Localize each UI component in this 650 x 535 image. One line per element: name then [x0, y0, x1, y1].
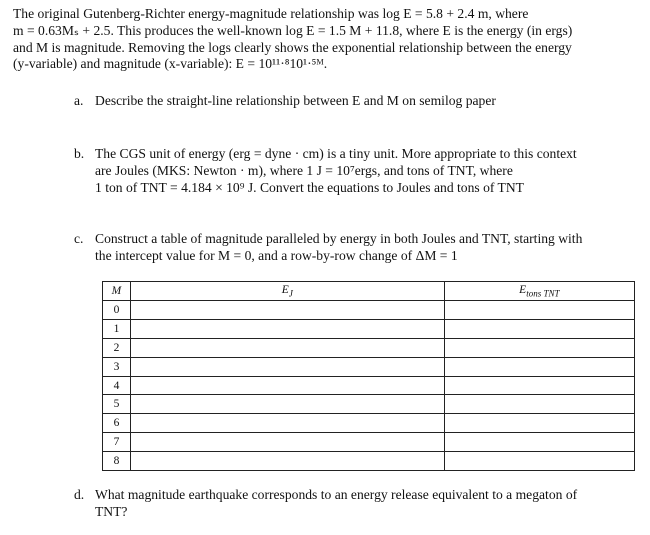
tnt-cell[interactable]	[444, 301, 634, 320]
question-a-text	[95, 93, 640, 110]
table-row	[103, 357, 635, 376]
table-row	[103, 301, 635, 320]
header-energy-tnt-sub: tons TNT	[526, 288, 560, 299]
table-row	[103, 338, 635, 357]
question-c-line-1: Construct a table of magnitude paralleled by energy in both Joules and TNT, starting with	[95, 231, 583, 246]
question-b-line-2: are Joules (MKS: Newton · m), where 1 J = 10⁷ergs, and tons of TNT, where	[95, 162, 513, 178]
question-c-label: c.	[74, 231, 84, 246]
magnitude-cell: 7	[103, 433, 131, 452]
intro-line-1: The original Gutenberg-Richter energy-magnitude relationship was log E = 5.8 + 2.4 m, where	[13, 6, 529, 21]
joules-cell[interactable]	[130, 433, 444, 452]
question-c-text	[95, 231, 640, 265]
energy-table	[102, 281, 635, 471]
joules-cell[interactable]	[130, 376, 444, 395]
magnitude-cell: 4	[103, 376, 131, 395]
magnitude-cell: 1	[103, 319, 131, 338]
header-energy-tnt-symbol: E	[519, 283, 527, 296]
question-b-label: b.	[74, 146, 85, 161]
table-row	[103, 414, 635, 433]
question-b-text	[95, 146, 640, 196]
magnitude-cell: 5	[103, 395, 131, 414]
tnt-cell[interactable]	[444, 414, 634, 433]
table-row	[103, 452, 635, 471]
intro-line-4: (y-variable) and magnitude (x-variable): E = 10¹¹·⁸10¹·⁵ᴹ.	[13, 56, 328, 72]
question-d-line-2: TNT?	[95, 503, 128, 519]
header-energy-tnt	[444, 282, 634, 301]
table-row	[103, 395, 635, 414]
header-energy-joules-symbol: E	[281, 283, 289, 296]
table-row	[103, 433, 635, 452]
magnitude-cell: 8	[103, 452, 131, 471]
tnt-cell[interactable]	[444, 452, 634, 471]
header-energy-joules	[130, 282, 444, 301]
tnt-cell[interactable]	[444, 376, 634, 395]
tnt-cell[interactable]	[444, 319, 634, 338]
question-b-line-1: The CGS unit of energy (erg = dyne · cm) is a tiny unit. More appropriate to this context	[95, 146, 577, 161]
joules-cell[interactable]	[130, 395, 444, 414]
question-d-text	[95, 487, 640, 521]
table-body	[103, 301, 635, 471]
joules-cell[interactable]	[130, 452, 444, 471]
tnt-cell[interactable]	[444, 395, 634, 414]
magnitude-cell: 3	[103, 357, 131, 376]
joules-cell[interactable]	[130, 414, 444, 433]
question-a-line-1: Describe the straight-line relationship between E and M on semilog paper	[95, 93, 496, 108]
table-header-row	[103, 282, 635, 301]
question-d-line-1: What magnitude earthquake corresponds to an energy release equivalent to a megaton of	[95, 487, 578, 502]
header-energy-joules-sub: J	[288, 288, 293, 299]
intro-line-2: m = 0.63Mₛ + 2.5. This produces the well-known log E = 1.5 M + 11.8, where E is the energy (in ergs)	[13, 22, 573, 38]
magnitude-cell: 2	[103, 338, 131, 357]
tnt-cell[interactable]	[444, 338, 634, 357]
question-c-line-2: the intercept value for M = 0, and a row-by-row change of ΔM = 1	[95, 247, 458, 263]
table-row	[103, 376, 635, 395]
question-d-label: d.	[74, 487, 85, 502]
joules-cell[interactable]	[130, 338, 444, 357]
magnitude-cell: 6	[103, 414, 131, 433]
intro-paragraph	[13, 6, 641, 73]
tnt-cell[interactable]	[444, 357, 634, 376]
tnt-cell[interactable]	[444, 433, 634, 452]
header-magnitude: M	[103, 282, 131, 301]
joules-cell[interactable]	[130, 319, 444, 338]
question-b-line-3: 1 ton of TNT = 4.184 × 10⁹ J. Convert the equations to Joules and tons of TNT	[95, 179, 524, 195]
table-row	[103, 319, 635, 338]
magnitude-cell: 0	[103, 301, 131, 320]
intro-line-3: and M is magnitude. Removing the logs clearly shows the exponential relationship between the energy	[13, 39, 572, 55]
joules-cell[interactable]	[130, 357, 444, 376]
joules-cell[interactable]	[130, 301, 444, 320]
question-a-label: a.	[74, 93, 84, 108]
